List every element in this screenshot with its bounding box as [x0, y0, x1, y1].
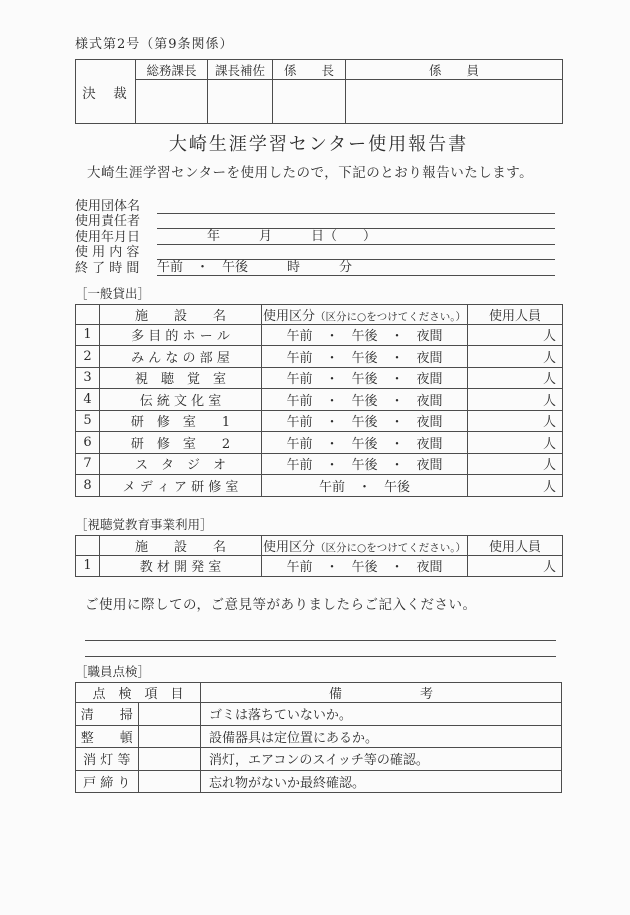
row-number-cell: 1: [76, 555, 100, 577]
section-label-staff-check: ［職員点検］: [75, 664, 151, 679]
field-row-end-time: [75, 260, 562, 276]
table-row: [76, 748, 562, 771]
header-usage-label: 使用区分: [263, 539, 316, 555]
general-rental-table: [75, 304, 563, 497]
field-row-usage-content: [75, 245, 562, 261]
field-underline-responsible-person: [157, 214, 555, 230]
header-usage-cell: [262, 304, 468, 324]
field-underline-end-time: 午前 ・ 午後 時 分: [157, 260, 555, 276]
table-row: [76, 324, 563, 346]
attendance-cell: 人: [468, 324, 563, 346]
field-underline-usage-date: 年 月 日（ ）: [157, 229, 555, 245]
approval-header-kakarin: 係 員: [346, 60, 563, 80]
check-box-cell: [138, 748, 201, 771]
check-item-cell: 戸 締 り: [76, 770, 139, 793]
table-row: [76, 346, 563, 368]
check-box-cell: [138, 725, 201, 748]
header-facility-cell: 施 設 名: [100, 304, 262, 324]
usage-division-cell: 午前 ・ 午後 ・ 夜間: [262, 346, 468, 368]
facility-name-cell: 多 目 的 ホ ー ル: [100, 324, 262, 346]
remark-cell: ゴミは落ちていないか。: [201, 703, 562, 726]
row-number-cell: 5: [76, 410, 100, 432]
signature-cell-kakaricho: [273, 80, 346, 124]
remark-cell: 消灯，エアコンのスイッチ等の確認。: [201, 748, 562, 771]
usage-division-cell: 午前 ・ 午後 ・ 夜間: [262, 410, 468, 432]
signature-cell-kacho-hosa: [208, 80, 273, 124]
header-people-cell: 使用人員: [468, 535, 563, 555]
attendance-cell: 人: [468, 555, 563, 577]
signature-cell-somu-kacho: [136, 80, 208, 124]
table-header-row: [76, 304, 563, 324]
row-number-cell: 4: [76, 389, 100, 411]
table-row: [76, 410, 563, 432]
facility-name-cell: 教 材 開 発 室: [100, 555, 262, 577]
facility-name-cell: 研 修 室 1: [100, 410, 262, 432]
attendance-cell: 人: [468, 346, 563, 368]
field-label-usage-date: 使用年月日: [75, 229, 141, 245]
facility-name-cell: 伝 統 文 化 室: [100, 389, 262, 411]
field-row-usage-date: [75, 229, 562, 245]
attendance-cell: 人: [468, 367, 563, 389]
header-usage-note: （区分に○をつけてください。）: [315, 541, 466, 554]
field-underline-usage-content: [157, 245, 555, 261]
field-underline-group-name: [157, 198, 555, 214]
usage-division-cell: 午前 ・ 午後 ・ 夜間: [262, 324, 468, 346]
usage-division-cell: 午前 ・ 午後 ・ 夜間: [262, 453, 468, 475]
usage-division-cell: 午前 ・ 午後 ・ 夜間: [262, 367, 468, 389]
table-header-row: [76, 535, 563, 555]
check-box-cell: [138, 770, 201, 793]
facility-name-cell: 視 聴 覚 室: [100, 367, 262, 389]
approval-header-kacho-hosa: 課長補佐: [208, 60, 273, 80]
row-number-cell: 6: [76, 432, 100, 454]
attendance-cell: 人: [468, 410, 563, 432]
field-label-responsible-person: 使用責任者: [75, 214, 141, 229]
field-label-usage-content: 使 用 内 容: [75, 245, 140, 260]
row-number-cell: 3: [76, 367, 100, 389]
row-number-cell: 1: [76, 324, 100, 346]
table-row: [76, 770, 562, 793]
table-row: [76, 555, 563, 577]
table-row: [76, 703, 562, 726]
remark-cell: 設備器具は定位置にあるか。: [201, 725, 562, 748]
section-label-general-rental: ［一般貸出］: [75, 285, 151, 301]
page-title: 大崎生涯学習センター使用報告書: [168, 134, 469, 155]
header-facility-cell: 施 設 名: [100, 535, 262, 555]
approval-header-kakaricho: 係 長: [273, 60, 346, 80]
header-no-cell: [76, 304, 100, 324]
table-row: [76, 389, 563, 411]
table-row: [76, 725, 562, 748]
av-education-table: [75, 535, 563, 578]
header-no-cell: [76, 535, 100, 555]
comment-line: [85, 625, 556, 641]
row-number-cell: 2: [76, 346, 100, 368]
attendance-cell: 人: [468, 475, 563, 497]
table-row: [76, 367, 563, 389]
usage-division-cell: 午前 ・ 午後 ・ 夜間: [262, 432, 468, 454]
header-usage-cell: [262, 535, 468, 555]
usage-division-cell: 午前 ・ 午後 ・ 夜間: [262, 555, 468, 577]
header-check-item-cell: 点 検 項 目: [76, 683, 201, 703]
table-header-row: [76, 683, 562, 703]
approval-table: [75, 59, 563, 124]
usage-division-cell: 午前 ・ 午後 ・ 夜間: [262, 389, 468, 411]
intro-text: 大崎生涯学習センターを使用したので，下記のとおり報告いたします。: [87, 165, 534, 181]
signature-cell-kakarin: [346, 80, 563, 124]
field-list: [75, 198, 562, 276]
section-label-av-education: ［視聴覚教育事業利用］: [75, 516, 213, 532]
facility-name-cell: 研 修 室 2: [100, 432, 262, 454]
field-label-group-name: 使用団体名: [75, 198, 141, 214]
facility-name-cell: ス タ ジ オ: [100, 453, 262, 475]
facility-name-cell: み ん な の 部 屋: [100, 346, 262, 368]
header-usage-note: （区分に○をつけてください。）: [315, 310, 466, 323]
table-row: [76, 475, 563, 497]
check-box-cell: [138, 703, 201, 726]
form-number: 様式第2号（第9条関係）: [75, 37, 234, 52]
approval-header-somu-kacho: 総務課長: [136, 60, 208, 80]
header-usage-label: 使用区分: [263, 308, 316, 324]
attendance-cell: 人: [468, 453, 563, 475]
field-row-group-name: [75, 198, 562, 214]
row-number-cell: 8: [76, 475, 100, 497]
field-row-responsible-person: [75, 214, 562, 230]
comment-prompt: ご使用に際しての，ご意見等がありましたらご記入ください。: [85, 597, 477, 613]
comment-line: [85, 641, 556, 657]
check-item-cell: 消 灯 等: [76, 748, 139, 771]
attendance-cell: 人: [468, 389, 563, 411]
check-item-cell: 整 頓: [76, 725, 139, 748]
field-label-end-time: 終 了 時 間: [75, 260, 140, 276]
facility-name-cell: メ デ ィ ア 研 修 室: [100, 475, 262, 497]
check-item-cell: 清 掃: [76, 703, 139, 726]
approval-row-label: 決 裁: [76, 60, 136, 124]
header-people-cell: 使用人員: [468, 304, 563, 324]
staff-check-table: [75, 682, 562, 793]
table-row: [76, 453, 563, 475]
remark-cell: 忘れ物がないか最終確認。: [201, 770, 562, 793]
attendance-cell: 人: [468, 432, 563, 454]
row-number-cell: 7: [76, 453, 100, 475]
header-remark-cell: 備 考: [201, 683, 562, 703]
usage-division-cell: 午前 ・ 午後: [262, 475, 468, 497]
table-row: [76, 432, 563, 454]
